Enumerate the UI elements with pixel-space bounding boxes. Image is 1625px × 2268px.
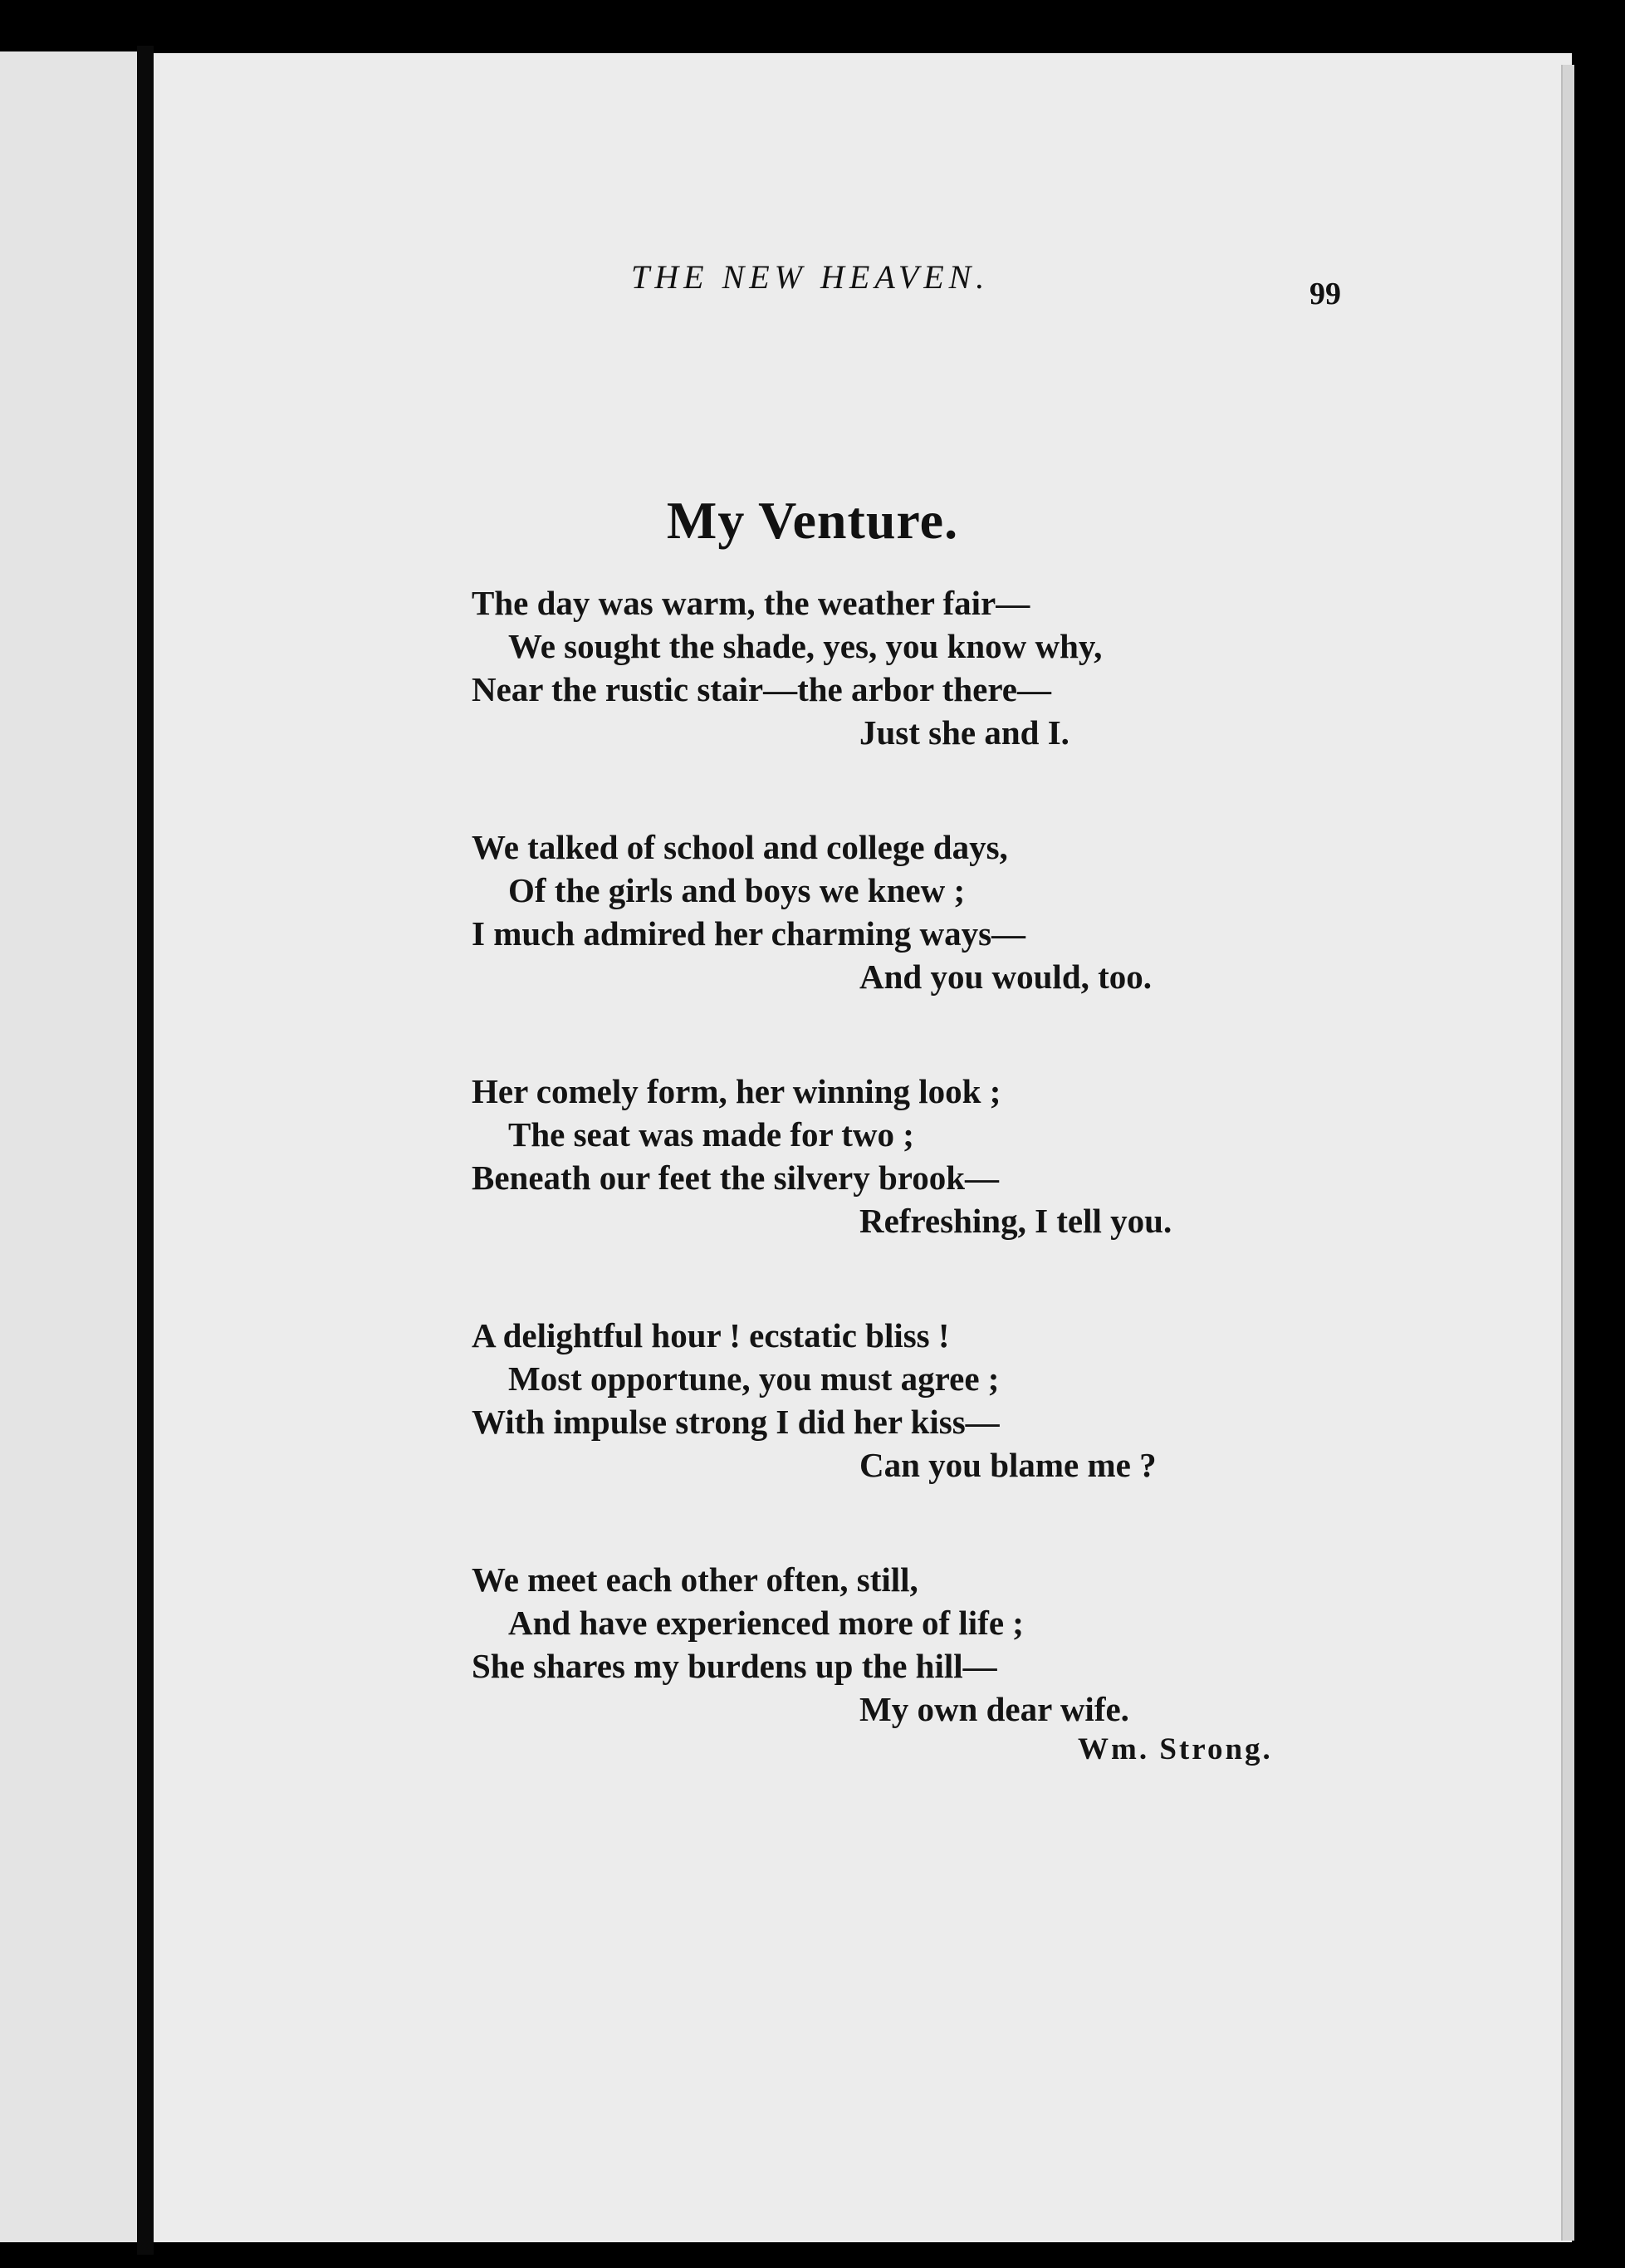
poem-line: A delightful hour ! ecstatic bliss ! [472, 1316, 950, 1354]
poem-body [448, 581, 1362, 1731]
poem-refrain-line: And you would, too. [859, 958, 1153, 996]
stanza-1 [448, 581, 1362, 754]
poem-refrain-line: Can you blame me ? [859, 1446, 1157, 1484]
book-spine [137, 46, 154, 2255]
poem-line: Of the girls and boys we knew ; [508, 871, 966, 909]
stanza-3 [448, 1070, 1362, 1242]
poem-line: And have experienced more of life ; [508, 1604, 1024, 1642]
poem-line: Most opportune, you must agree ; [508, 1359, 1000, 1398]
poem-title: My Venture. [666, 491, 959, 550]
page-edge [1561, 65, 1574, 2241]
page-number: 99 [1309, 277, 1341, 311]
running-head: THE NEW HEAVEN. [631, 258, 990, 296]
poem-refrain-line: Refreshing, I tell you. [859, 1202, 1172, 1240]
poem-line: We talked of school and college days, [472, 828, 1008, 866]
poem-line: I much admired her charming ways— [472, 914, 1026, 953]
facing-page [0, 51, 137, 2242]
poem-line: The seat was made for two ; [508, 1115, 914, 1154]
poem-line: Beneath our feet the silvery brook— [472, 1158, 1000, 1197]
poem-line: We meet each other often, still, [472, 1560, 918, 1599]
poem-refrain-line: Just she and I. [859, 713, 1069, 752]
poem-line: The day was warm, the weather fair— [472, 584, 1030, 622]
poem-line: With impulse strong I did her kiss— [472, 1403, 1000, 1441]
poem-line: Her comely form, her winning look ; [472, 1072, 1001, 1110]
poem-line: She shares my burdens up the hill— [472, 1647, 997, 1685]
poem-line: We sought the shade, yes, you know why, [508, 627, 1103, 665]
poem-refrain-line: My own dear wife. [859, 1690, 1129, 1728]
poem-signature: Wm. Strong. [1078, 1732, 1273, 1766]
stanza-5 [448, 1558, 1362, 1731]
stanza-2 [448, 825, 1362, 998]
stanza-4 [448, 1314, 1362, 1487]
poem-line: Near the rustic stair—the arbor there— [472, 670, 1051, 708]
